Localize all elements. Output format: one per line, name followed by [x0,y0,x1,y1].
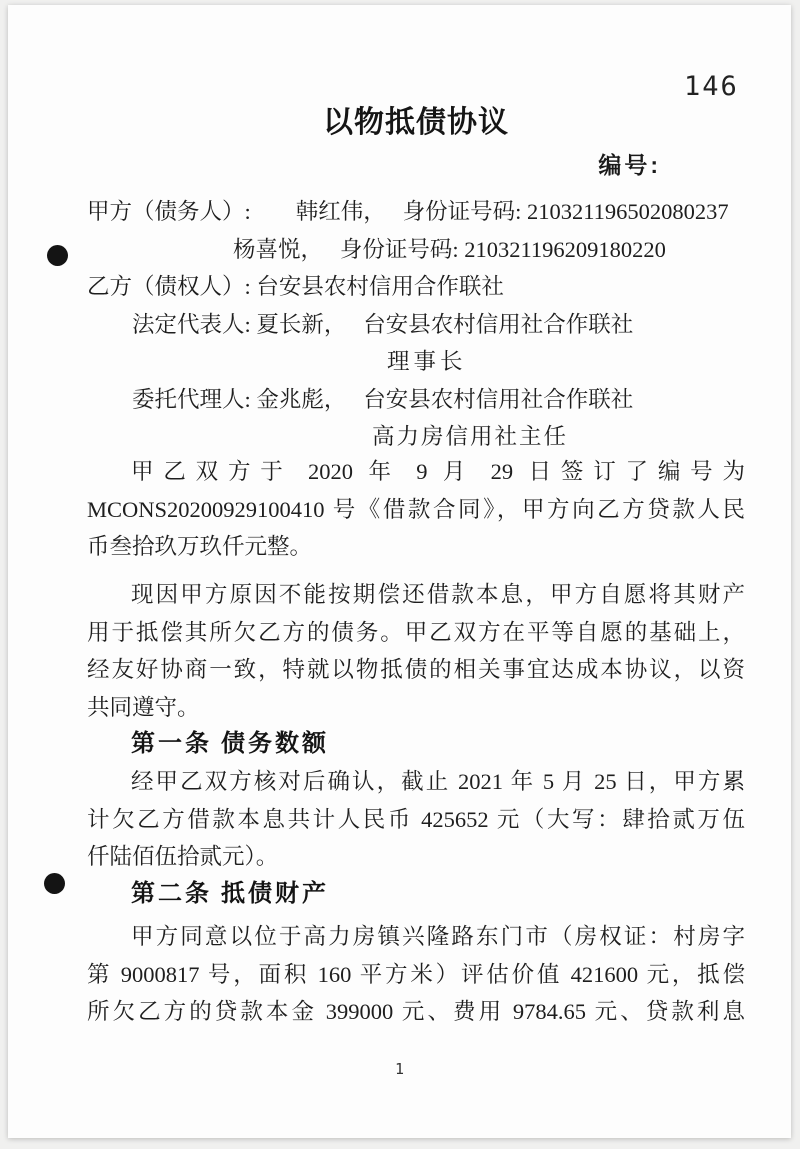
article-2-heading: 第二条 抵债财产 [131,881,329,907]
paragraph-line: 经友好协商一致，特就以物抵债的相关事宜达成本协议，以资 [87,657,745,682]
paragraph-line: 第 9000817 号，面积 160 平方米）评估价值 421600 元，抵偿 [87,961,745,987]
document-title: 以物抵债协议 [323,106,509,139]
authorized-agent-line: 委托代理人: 金兆彪， 台安县农村信用社合作联社 [132,386,634,412]
intro-paragraph-2 [87,576,745,726]
parties-block [87,193,745,456]
footer-page-number: 1 [394,1060,405,1078]
ink-dot-mark-bottom [44,873,65,894]
party-a-line-2: 杨喜悦， 身份证号码: 210321196209180220 [233,236,666,262]
paragraph-line: 用于抵偿其所欠乙方的债务。甲乙双方在平等自愿的基础上， [87,619,745,645]
document-page [8,5,791,1138]
doc-number-text: 编号: [598,152,661,178]
chairman-title-line: 理事长 [387,349,467,374]
paragraph-line: MCONS20200929100410 号《借款合同》，甲方向乙方贷款人民 [87,496,745,522]
paragraph-line: 仟陆佰伍拾贰元）。 [87,844,279,869]
paragraph-line: 计欠乙方借款本息共计人民币 425652 元（大写：肆拾贰万伍 [87,806,745,832]
party-a-line-1: 甲方（债务人）: 韩红伟， 身份证号码: 210321196502080237 [87,199,729,224]
article-1-heading: 第一条 债务数额 [131,731,329,757]
paragraph-line: 甲乙双方于 2020 年 9 月 29 日签订了编号为 [131,459,745,484]
paragraph-line: 币叁拾玖万玖仟元整。 [87,534,313,559]
article-2-body [87,918,745,1031]
agent-title-line: 高力房信用社主任 [372,424,569,449]
corner-page-number: 146 [684,71,739,102]
ink-dot-mark-top [47,245,68,266]
paragraph-line: 共同遵守。 [87,694,200,720]
party-b-line: 乙方（债权人）: 台安县农村信用合作联社 [87,274,504,299]
paragraph-line: 甲方同意以位于高力房镇兴隆路东门市（房权证：村房字 [131,924,745,949]
paragraph-line: 所欠乙方的贷款本金 399000 元、费用 9784.65 元、贷款利息 [87,999,745,1024]
article-1-body [87,763,745,876]
paragraph-line: 经甲乙双方核对后确认，截止 2021 年 5 月 25 日，甲方累 [131,769,745,794]
intro-paragraph-1 [87,453,745,566]
doc-number-label [87,147,745,180]
legal-representative-line: 法定代表人: 夏长新， 台安县农村信用社合作联社 [132,311,634,337]
paragraph-line: 现因甲方原因不能按期偿还借款本息，甲方自愿将其财产 [131,582,745,607]
